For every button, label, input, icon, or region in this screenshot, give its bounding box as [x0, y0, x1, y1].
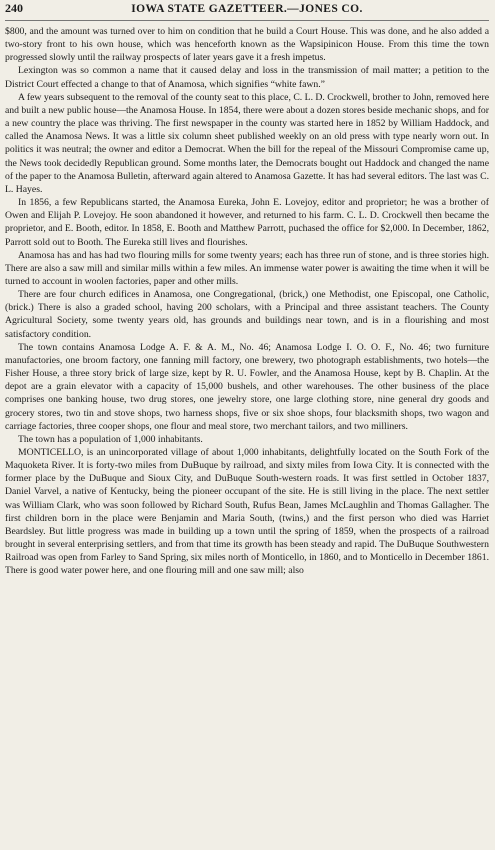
paragraph-crockwell: A few years subsequent to the removal of the county seat to this place, C. L. D. Crockwell, brother to John, removed here and built a new public house—the Anamosa House. In 1854, there were about a dozen stores beside mechanic shops, and for a new country the place was thriving. The first newspaper in the county was started here in 1852 by William Haddock, and called the Anamosa News. It was a little six column sheet published weekly on an old press with type nearly worn out. In politics it was neutral; the owner and editor a Democrat. When the bill for the repeal of the Missouri Compromise came up, the News took decidedly Republican ground. Some months later, the Democrats bought out Haddock and changed the name of the paper to the Anamosa Bulletin, afterward again altered to Anamosa Gazette. It has had several editors. The last was C. L. Hayes.: [5, 91, 489, 195]
running-head: IOWA STATE GAZETTEER.—JONES CO.: [131, 3, 363, 15]
paragraph-population: The town has a population of 1,000 inhabitants.: [18, 433, 203, 445]
paragraph-mills: Anamosa has and has had two flouring mills for some twenty years; each has three run of stone, and is three stories high. There are also a saw mill and similar mills within a few miles. An immense water power is awaiting the time when it will be turned to account in woolen factories, paper and other mills.: [5, 249, 489, 287]
paragraph-business: The town contains Anamosa Lodge A. F. & A. M., No. 46; Anamosa Lodge I. O. O. F., No. 46; two furniture manufactories, one broom factory, one fanning mill factory, one brewery, two photograph establishments, two hotels—the Fisher House, a three story brick of large size, kept by R. U. Fowler, and the Anamosa House, kept by B. Chaplin. At the depot are a grain elevator with a capacity of 15,000 bushels, and other warehouses. The other business of the place comprises one banking house, two drug stores, one jewelry store, one large clothing store, nine general dry goods and grocery stores, two tin and stove shops, two harness shops, five or six shoe shops, four blacksmith shops, two wagon and carriage factories, three cooper shops, one flour and meal store, two merchant tailors, and two milliners.: [5, 341, 489, 432]
paragraph-monticello: MONTICELLO, is an unincorporated village of about 1,000 inhabitants, delightfully located on the South Fork of the Maquoketa River. It is forty-two miles from DuBuque by railroad, and sixty miles from Iowa City. It is connected with the former place by the DuBuque and Sioux City, and DuBuque South-western roads. It was first settled in October 1837, Daniel Varvel, a native of Kentucky, being the pioneer occupant of the site. He is still living in the place. The next settler was William Clark, who was soon followed by Richard South, Rufus Bean, James McLaughlin and Thomas Gallagher. The first children born in the place were Benjamin and Maria South, (twins,) and the first person who died was Harriet Beardsley. But little progress was made in building up a town until the spring of 1859, when the prospects of a railroad brought in several enterprising settlers, and from that time its growth has been steady and rapid. The DuBuque Southwestern Railroad was open from Farley to Sand Spring, six miles north of Monticello, in 1860, and to Monticello in December 1861. There is good water power here, and one flouring mill and one saw mill; also: [5, 447, 489, 577]
article-body: [5, 25, 489, 578]
paragraph-lexington: Lexington was so common a name that it caused delay and loss in the transmission of mail matter; a petition to the District Court effected a change to that of Anamosa, which signifies “white fawn.”: [5, 65, 489, 90]
page-header: [5, 0, 489, 21]
paragraph-continuation: $800, and the amount was turned over to him on condition that he build a Court House. This was done, and he also added a two-story front to his own house, which was henceforth known as the Wapsipinicon House. From this time the town progressed slowly until the railway prospects of later years gave it a fresh impetus.: [5, 26, 489, 64]
paragraph-eureka: In 1856, a few Republicans started, the Anamosa Eureka, John E. Lovejoy, editor and proprietor; he was a brother of Owen and Elijah P. Lovejoy. He soon abandoned it however, and returned to his farm. C. L. D. Crockwell then became the proprietor, and E. Booth, editor. In 1858, E. Booth and Matthew Parrott, puchased the office for $2,000. In December, 1862, Parrott sold out to Booth. The Eureka still lives and flourishes.: [5, 197, 489, 248]
paragraph-churches: There are four church edifices in Anamosa, one Congregational, (brick,) one Methodist, one Episcopal, one Catholic, (brick.) There is also a graded school, having 200 scholars, with a Principal and three assistant teachers. The County Agricultural Society, some twenty years old, has grounds and buildings near town, and is in a flourishing and most satisfactory condition.: [5, 289, 489, 340]
page-number: 240: [5, 1, 23, 15]
